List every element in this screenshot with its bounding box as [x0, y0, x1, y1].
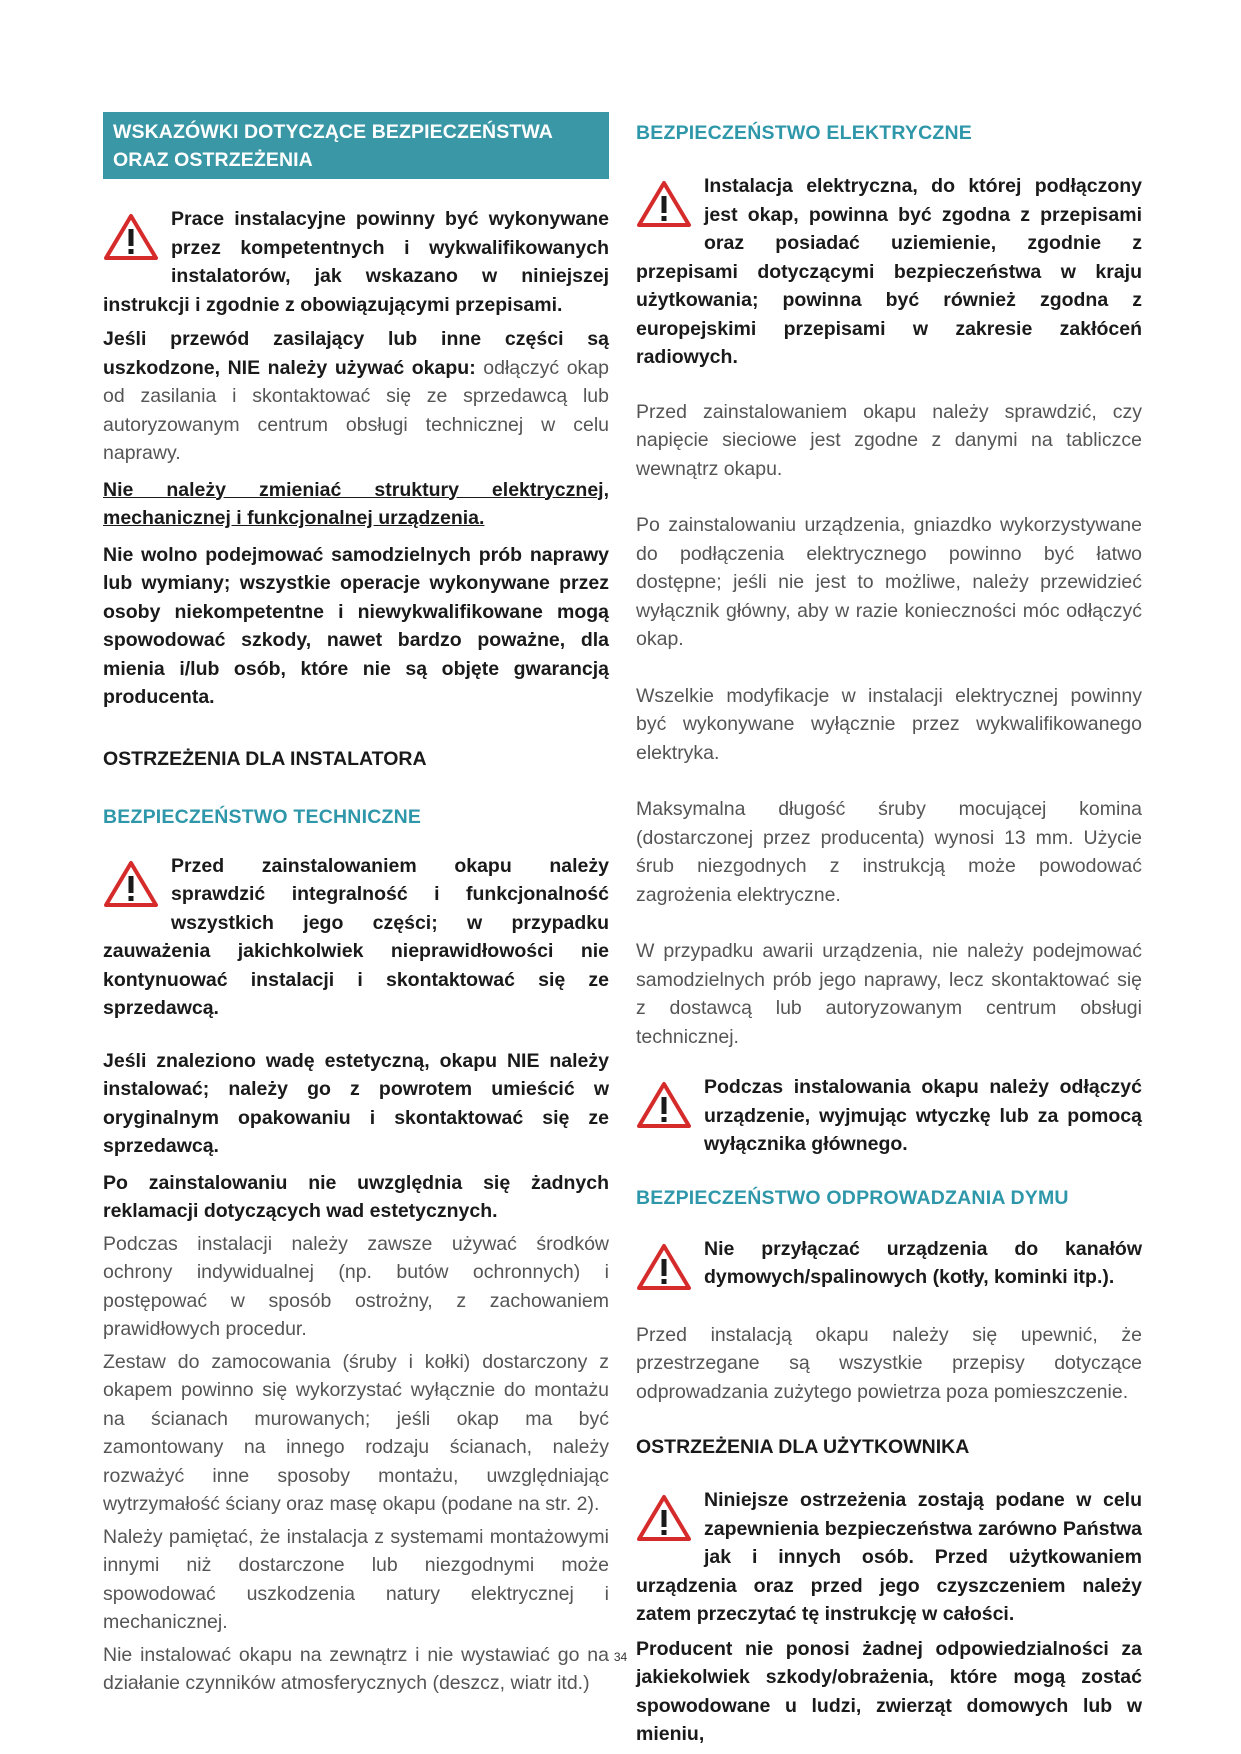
warning-text: Niniejsze ostrzeżenia zostają podane w celu zapewnienia bezpieczeństwa zarówno Państwa jak i innych osób. Przed użytkowaniem urządzenia oraz przed jego czyszczeniem należy zatem przeczytać tę instrukcję w całości. — [636, 1489, 1142, 1625]
heading-smoke-safety: BEZPIECZEŃSTWO ODPROWADZANIA DYMU — [636, 1186, 1069, 1209]
paragraph-damaged-cable — [103, 325, 609, 468]
heading-technical-safety: BEZPIECZEŃSTWO TECHNICZNE — [103, 805, 422, 828]
damaged-light: odłączyć okap od zasilania i skontaktować się ze sprzedawcą lub autoryzowanym centrum obsługi technicznej w celu naprawy. — [103, 356, 609, 464]
page-number: 34 — [613, 1650, 628, 1664]
heading-electrical-safety: BEZPIECZEŃSTWO ELEKTRYCZNE — [636, 122, 972, 144]
header-line-2: ORAZ OSTRZEŻENIA — [113, 149, 313, 171]
paragraph-exhaust: Przed instalacją okapu należy się upewnić, że przestrzegane są wszystkie przepisy dotyczące odprowadzania zużytego powietrza poza pomieszczenie. — [636, 1323, 1142, 1403]
paragraph-no-claims: Po zainstalowaniu nie uwzględnia się żadnych reklamacji dotyczących wad estetycznych. — [103, 1171, 609, 1222]
paragraph-screw-length: Maksymalna długość śruby mocującej komina (dostarczonej przez producenta) wynosi 13 mm. Użycie śrub niezgodnych z instrukcją może powodować zagrożenia elektryczne. — [636, 798, 1142, 906]
warning-text: Podczas instalowania okapu należy odłączyć urządzenie, wyjmując wtyczkę lub za pomocą wyłącznika głównego. — [704, 1076, 1142, 1155]
warning-disconnect — [636, 1073, 1142, 1159]
warning-text: Prace instalacyjne powinny być wykonywane przez kompetentnych i wykwalifikowanych instalatorów, jak wskazano w niniejszej instrukcji i zgodnie z obowiązującymi przepisami. — [103, 208, 609, 316]
warning-read-manual — [636, 1486, 1142, 1629]
paragraph-protective-gear: Podczas instalacji należy zawsze używać środków ochrony indywidualnej (np. butów ochronnych) i postępować w sposób ostrożny, z zachowaniem prawidłowych procedur. — [103, 1232, 609, 1340]
paragraph-socket: Po zainstalowaniu urządzenia, gniazdko wykorzystywane do podłączenia elektrycznego powinno być łatwo dostępne; jeśli nie jest to możliwe, należy przewidzieć wyłącznik główny, aby w razie konieczności móc odłączyć okap. — [636, 514, 1142, 650]
warning-triangle-icon — [103, 860, 159, 908]
header-line-1: WSKAZÓWKI DOTYCZĄCE BEZPIECZEŃSTWA — [113, 121, 553, 143]
paragraph-other-systems: Należy pamiętać, że instalacja z systemami montażowymi innymi niż dostarczone lub niezgodnymi może spowodować uszkodzenia natury elektrycznej i mechanicznej. — [103, 1525, 609, 1633]
warning-installers — [103, 205, 609, 319]
warning-triangle-icon — [636, 1243, 692, 1291]
damaged-bold: Jeśli przewód zasilający lub inne części są uszkodzone, NIE należy używać okapu: — [103, 328, 609, 379]
paragraph-failure: W przypadku awarii urządzenia, nie należy podejmować samodzielnych prób jego naprawy, lecz skontaktować się z dostawcą lub autoryzowanym centrum obsługi technicznej. — [636, 940, 1142, 1048]
paragraph-no-repair: Nie wolno podejmować samodzielnych prób naprawy lub wymiany; wszystkie operacje wykonywane przez osoby niekompetentne i niewykwalifikowane mogą spowodować szkody, nawet bardzo poważne, dla mienia i/lub osób, które nie są objęte gwarancją producenta. — [103, 543, 609, 708]
warning-electrical-installation — [636, 172, 1142, 372]
paragraph-no-change — [103, 476, 609, 533]
warning-triangle-icon — [636, 1494, 692, 1542]
warning-text: Nie przyłączać urządzenia do kanałów dymowych/spalinowych (kotły, kominki itp.). — [704, 1237, 1142, 1288]
warning-triangle-icon — [103, 213, 159, 261]
paragraph-voltage: Przed zainstalowaniem okapu należy sprawdzić, czy napięcie sieciowe jest zgodne z danymi na tabliczce wewnątrz okapu. — [636, 400, 1142, 480]
paragraph-liability: Producent nie ponosi żadnej odpowiedzialności za jakiekolwiek szkody/obrażenia, które mogą zostać spowodowane u ludzi, zwierząt domowych lub w mieniu, — [636, 1637, 1142, 1745]
warning-integrity — [103, 852, 609, 1023]
paragraph-mounting-kit: Zestaw do zamocowania (śruby i kołki) dostarczony z okapem powinno się wykorzystać wyłącznie do montażu na ścianach murowanych; jeśli okap ma być zamontowany na innego rodzaju ścianach, należy rozważyć inne sposoby montażu, uwzględniając wytrzymałość ściany oraz masę okapu (podane na str. 2). — [103, 1350, 609, 1515]
heading-installer-warnings: OSTRZEŻENIA DLA INSTALATORA — [103, 747, 427, 770]
warning-triangle-icon — [636, 1081, 692, 1129]
paragraph-modifications: Wszelkie modyfikacje w instalacji elektrycznej powinny być wykonywane wyłącznie przez wykwalifikowanego elektryka. — [636, 684, 1142, 764]
left-column — [103, 112, 609, 1698]
paragraph-aesthetic-defect: Jeśli znaleziono wadę estetyczną, okapu NIE należy instalować; należy go z powrotem umieścić w oryginalnym opakowaniu i skontaktować się ze sprzedawcą. — [103, 1049, 609, 1157]
warning-smoke-ducts — [636, 1235, 1142, 1295]
warning-text: Instalacja elektryczna, do której podłączony jest okap, powinna być zgodna z przepisami oraz posiadać uziemienie, zgodnie z przepisami dotyczącymi bezpieczeństwa w kraju użytkowania; powinna być również zgodna z europejskimi przepisami w zakresie zakłóceń radiowych. — [636, 175, 1142, 368]
warning-text: Przed zainstalowaniem okapu należy sprawdzić integralność i funkcjonalność wszystkich jego części; w przypadku zauważenia jakichkolwiek nieprawidłowości nie kontynuować instalacji i skontaktować się ze sprzedawcą. — [103, 854, 609, 1019]
right-column — [636, 112, 1142, 1749]
section-header-safety — [103, 112, 609, 179]
heading-user-warnings: OSTRZEŻENIA DLA UŻYTKOWNIKA — [636, 1436, 970, 1458]
warning-triangle-icon — [636, 180, 692, 228]
paragraph-outdoor: Nie instalować okapu na zewnątrz i nie wystawiać go na działanie czynników atmosferycznych (deszcz, wiatr itd.) — [103, 1643, 609, 1694]
no-change-underlined: Nie należy zmieniać struktury elektrycznej, mechanicznej i funkcjonalnej urządzenia. — [103, 478, 609, 529]
